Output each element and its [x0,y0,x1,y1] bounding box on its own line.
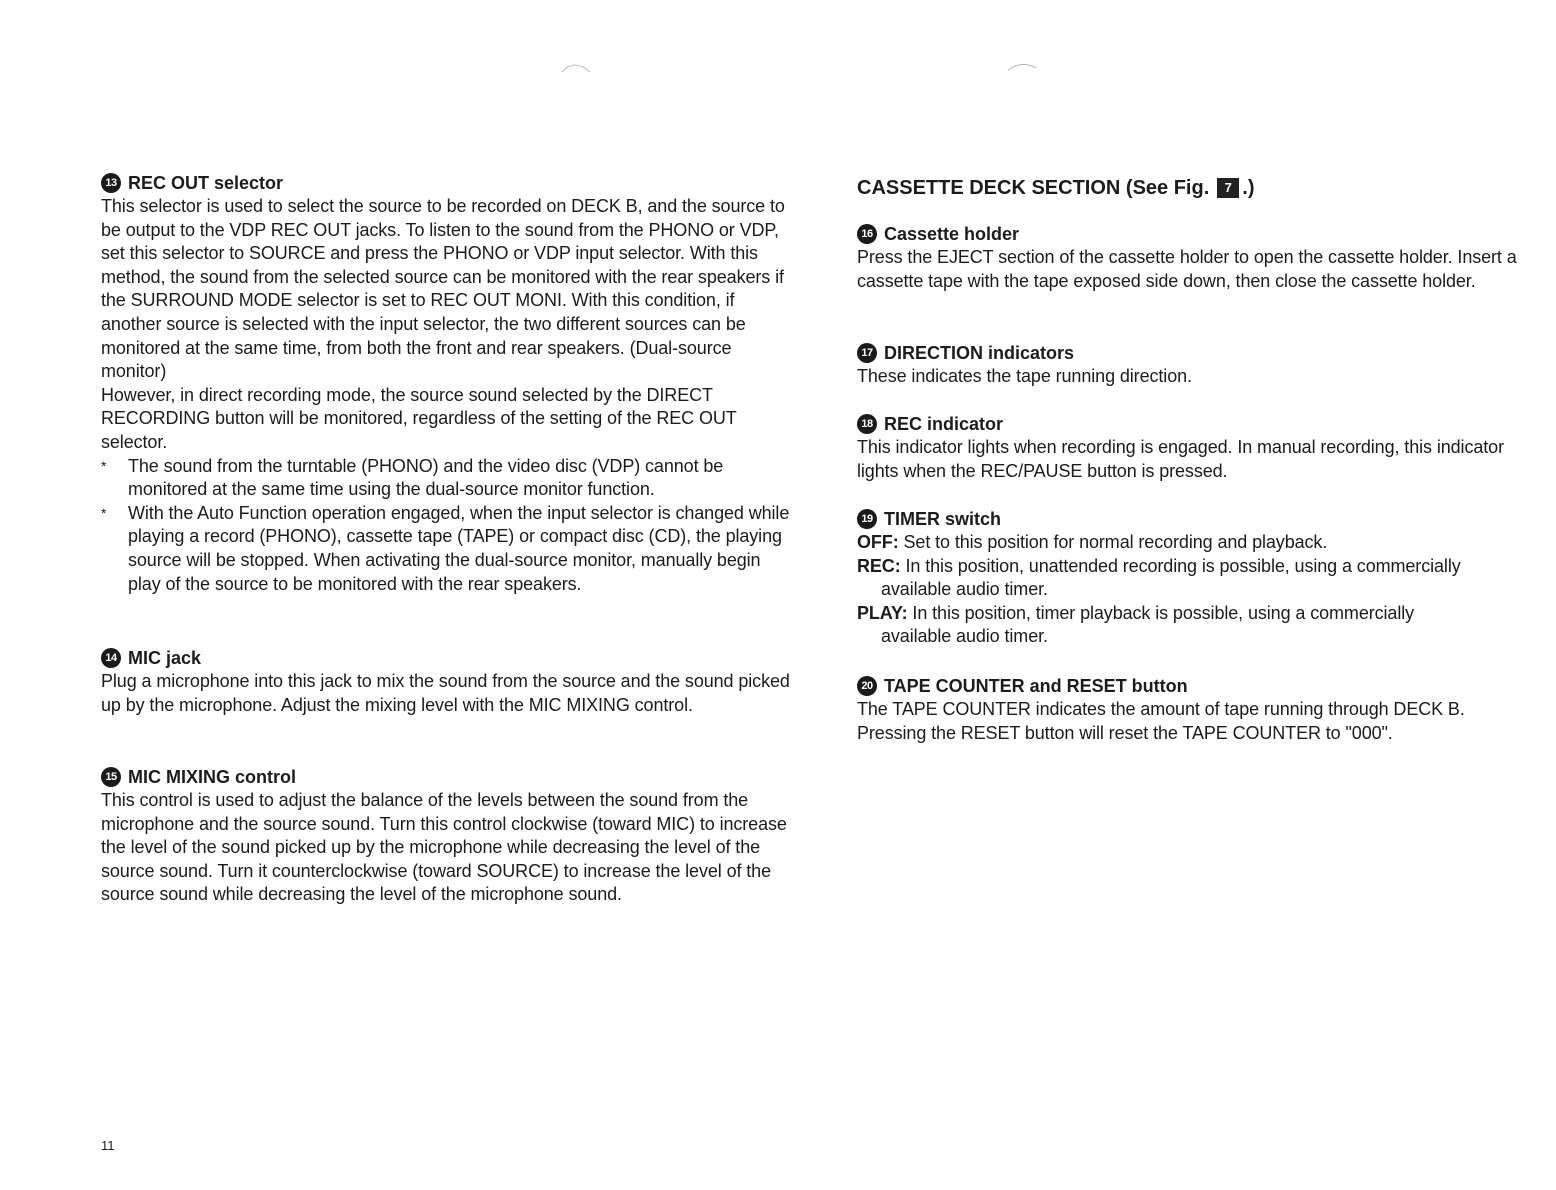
mic-mixing-text: This control is used to adjust the balance of the levels between the sound from the microphone and the source sound. Turn this control clockwise (toward MIC) to increase the level of the sound picked up by the microphone while decreasing the level of the source sound. Turn it counterclockwise (toward SOURCE) to increase the level of the source sound while decreasing the level of the microphone sound. [101,790,787,905]
section-heading [857,174,1254,202]
tape-counter-title-text: TAPE COUNTER and RESET button [884,676,1188,696]
scan-mark-left [556,58,596,78]
mic-jack-entry [101,646,791,717]
rec-out-paragraph-2: However, in direct recording mode, the source sound selected by the DIRECT RECORDING button will be monitored, regardless of the setting of the REC OUT selector. [101,384,737,452]
tape-counter-entry [857,674,1537,745]
timer-rec-row [857,555,1537,579]
scan-mark-right [1002,58,1042,78]
cassette-holder-title-text: Cassette holder [884,224,1020,244]
mic-jack-title-text: MIC jack [128,648,202,668]
direction-text: These indicates the tape running direction. [857,366,1192,386]
item-number-badge: 20 [857,676,877,696]
cassette-holder-title [857,222,1537,246]
mic-jack-text: Plug a microphone into this jack to mix the sound from the source and the sound picked up by the microphone. Adjust the mixing level with the MIC MIXING control. [101,671,790,715]
rec-indicator-title [857,412,1537,436]
timer-title [857,507,1537,531]
cassette-holder-entry [857,222,1537,293]
timer-off-term: OFF: [857,532,899,552]
item-number-badge: 14 [101,648,121,668]
note-item: * The sound from the turntable (PHONO) and the video disc (VDP) cannot be monitored at the same time using the dual-source monitor function. [101,455,791,502]
timer-positions [857,531,1537,649]
rec-out-title-text: REC OUT selector [128,173,284,193]
item-number-badge: 17 [857,343,877,363]
direction-title-text: DIRECTION indicators [884,343,1075,363]
timer-rec-term: REC: [857,555,901,576]
item-number-badge: 18 [857,414,877,434]
note-item: * With the Auto Function operation engaged, when the input selector is changed while playing a record (PHONO), cassette tape (TAPE) or compact disc (CD), the playing source will be stopped. When activating the dual-source monitor, manually begin play of the source to be monitored with the rear speakers. [101,502,791,596]
section-heading-text: CASSETTE DECK SECTION (See Fig. [857,177,1210,199]
timer-rec-continuation: available audio timer. [881,579,1048,600]
figure-reference-badge: 7 [1217,178,1239,198]
rec-indicator-entry [857,412,1537,483]
timer-play-row [857,602,1537,626]
timer-off-row [857,531,1537,555]
direction-title [857,341,1537,365]
cassette-holder-text: Press the EJECT section of the cassette holder to open the cassette holder. Insert a cassette tape with the tape exposed side down, then close the cassette holder. [857,247,1517,291]
rec-out-paragraph-1: This selector is used to select the source to be recorded on DECK B, and the source to be output to the VDP REC OUT jacks. To listen to the sound from the PHONO or VDP, set this selector to SOURCE and press the PHONO or VDP input selector. With this method, the sound from the selected source can be monitored with the rear speakers if the SURROUND MODE selector is set to REC OUT MONI. With this condition, if another source is selected with the input selector, the two different sources can be monitored at the same time, from both the front and rear speakers. (Dual-source monitor) [101,196,785,382]
timer-play-continuation: available audio timer. [881,626,1048,647]
rec-out-notes [101,455,791,597]
tape-counter-text: The TAPE COUNTER indicates the amount of tape running through DECK B. Pressing the RESET button will reset the TAPE COUNTER to "000". [857,699,1465,743]
timer-title-text: TIMER switch [884,509,1002,529]
rec-indicator-text: This indicator lights when recording is engaged. In manual recording, this indicator lights when the REC/PAUSE button is pressed. [857,437,1504,481]
item-number-badge: 19 [857,509,877,529]
item-number-badge: 15 [101,767,121,787]
rec-indicator-title-text: REC indicator [884,414,1004,434]
mic-mixing-title [101,765,791,789]
timer-switch-entry [857,507,1537,649]
timer-play-term: PLAY: [857,602,908,623]
timer-rec-desc: In this position, unattended recording is possible, using a commercially [905,555,1461,576]
item-number-badge: 13 [101,173,121,193]
item-number-badge: 16 [857,224,877,244]
mic-jack-title [101,646,791,670]
timer-play-desc: In this position, timer playback is possible, using a commercially [912,602,1415,623]
timer-off-desc: Set to this position for normal recording and playback. [903,532,1328,552]
page-number: 11 [101,1138,115,1153]
section-heading-close: .) [1242,177,1255,199]
rec-out-selector-entry [101,171,791,596]
tape-counter-title [857,674,1537,698]
mic-mixing-entry [101,765,791,907]
mic-mixing-title-text: MIC MIXING control [128,767,296,787]
direction-entry [857,341,1537,389]
rec-out-title [101,171,791,195]
